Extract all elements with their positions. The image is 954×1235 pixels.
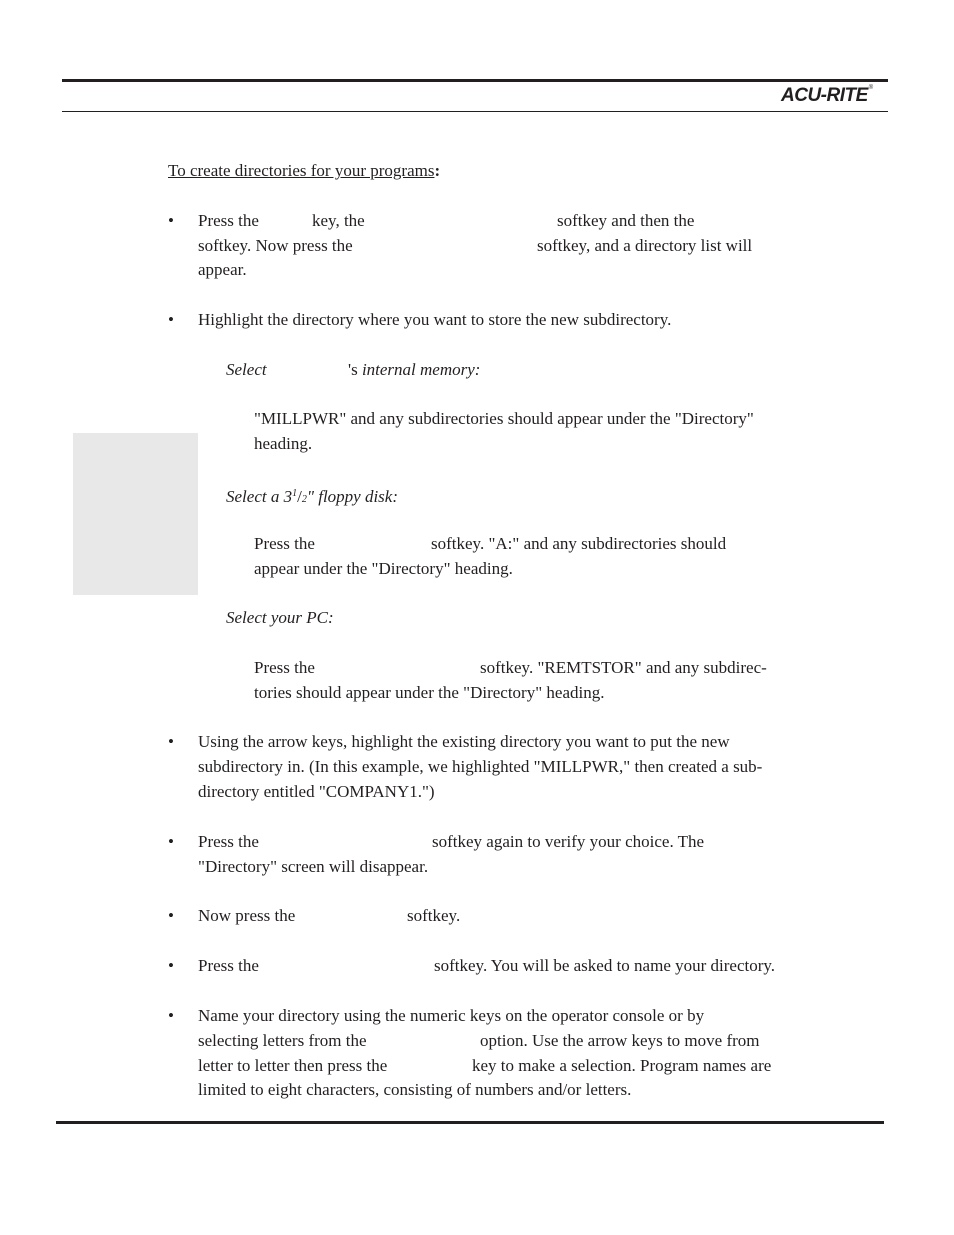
fraction-denominator: 2	[301, 494, 307, 505]
select-floppy-body-2: appear under the "Directory" heading.	[254, 559, 513, 578]
step5-a: Now press the	[198, 906, 296, 925]
step3-line1: Using the arrow keys, highlight the existing directory you want to put the new	[198, 732, 730, 751]
step1-line1-b: key, the	[312, 211, 365, 230]
step4-line2: "Directory" screen will disappear.	[198, 857, 429, 876]
step7-line3-b: key to make a selection. Program names are	[472, 1056, 772, 1075]
select-floppy-title: Select a $3^1/2$" floppy disk:	[226, 487, 399, 506]
step1-line2-b: softkey, and a directory list will	[537, 236, 753, 255]
step6-a: Press the	[198, 956, 259, 975]
select-floppy-suffix: " floppy disk:	[306, 487, 399, 506]
step1-line2-a: softkey. Now press the	[198, 236, 353, 255]
step1-line1-c: softkey and then the	[557, 211, 695, 230]
select-pc-body-1a: Press the	[254, 658, 315, 677]
select-internal-possessive: 's	[348, 360, 358, 379]
step7-line3-a: letter to letter then press the	[198, 1056, 388, 1075]
step3-line2: subdirectory in. (In this example, we highlighted "MILLPWR," then created a sub-	[198, 757, 763, 776]
header-top-rule	[62, 79, 888, 82]
section-heading-text: To create directories for your programs	[168, 161, 435, 180]
bullet-step-1: •	[168, 211, 174, 230]
select-internal-title	[348, 360, 480, 380]
bullet-step-2: •	[168, 310, 174, 329]
registered-mark: ®	[868, 85, 873, 91]
select-pc-body-2: tories should appear under the "Directory" heading.	[254, 683, 605, 702]
step3-line3: directory entitled "COMPANY1.")	[198, 782, 435, 801]
step7-line2-a: selecting letters from the	[198, 1031, 367, 1050]
select-floppy-prefix: Select a 3	[226, 487, 293, 506]
step7-line1: Name your directory using the numeric keys on the operator console or by	[198, 1006, 705, 1025]
acu-rite-logo	[781, 85, 873, 107]
section-heading	[168, 161, 440, 181]
bullet-step-3: •	[168, 732, 174, 751]
step4-line1-b: softkey again to verify your choice. The	[432, 832, 705, 851]
select-floppy-body-1b: softkey. "A:" and any subdirectories should	[431, 534, 727, 553]
sidebar-gray-box	[73, 433, 198, 595]
bullet-step-4: •	[168, 832, 174, 851]
step1-line3: appear.	[198, 260, 247, 279]
select-pc-title: Select your PC:	[226, 608, 334, 627]
fraction-numerator: 1	[292, 488, 298, 499]
footer-rule	[56, 1121, 884, 1124]
step6-b: softkey. You will be asked to name your directory.	[434, 956, 776, 975]
select-pc-body-1b: softkey. "REMTSTOR" and any subdirec-	[480, 658, 767, 677]
select-internal-prefix: Select	[226, 360, 267, 379]
step4-line1-a: Press the	[198, 832, 259, 851]
select-internal-body-2: heading.	[254, 434, 313, 453]
bullet-step-5: •	[168, 906, 174, 925]
select-internal-body-1: "MILLPWR" and any subdirectories should appear under the "Directory"	[254, 409, 754, 428]
step7-line4: limited to eight characters, consisting of numbers and/or letters.	[198, 1080, 632, 1099]
step2-text: Highlight the directory where you want to store the new subdirectory.	[198, 310, 672, 329]
step1-line1-a: Press the	[198, 211, 259, 230]
header-bottom-rule	[62, 111, 888, 112]
select-internal-suffix: internal memory:	[361, 360, 481, 379]
select-floppy-body-1a: Press the	[254, 534, 315, 553]
bullet-step-6: •	[168, 956, 174, 975]
section-heading-colon: :	[434, 161, 441, 180]
step7-line2-b: option. Use the arrow keys to move from	[480, 1031, 760, 1050]
logo-text: ACU-RITE	[781, 85, 868, 106]
bullet-step-7: •	[168, 1006, 174, 1025]
step5-b: softkey.	[407, 906, 461, 925]
